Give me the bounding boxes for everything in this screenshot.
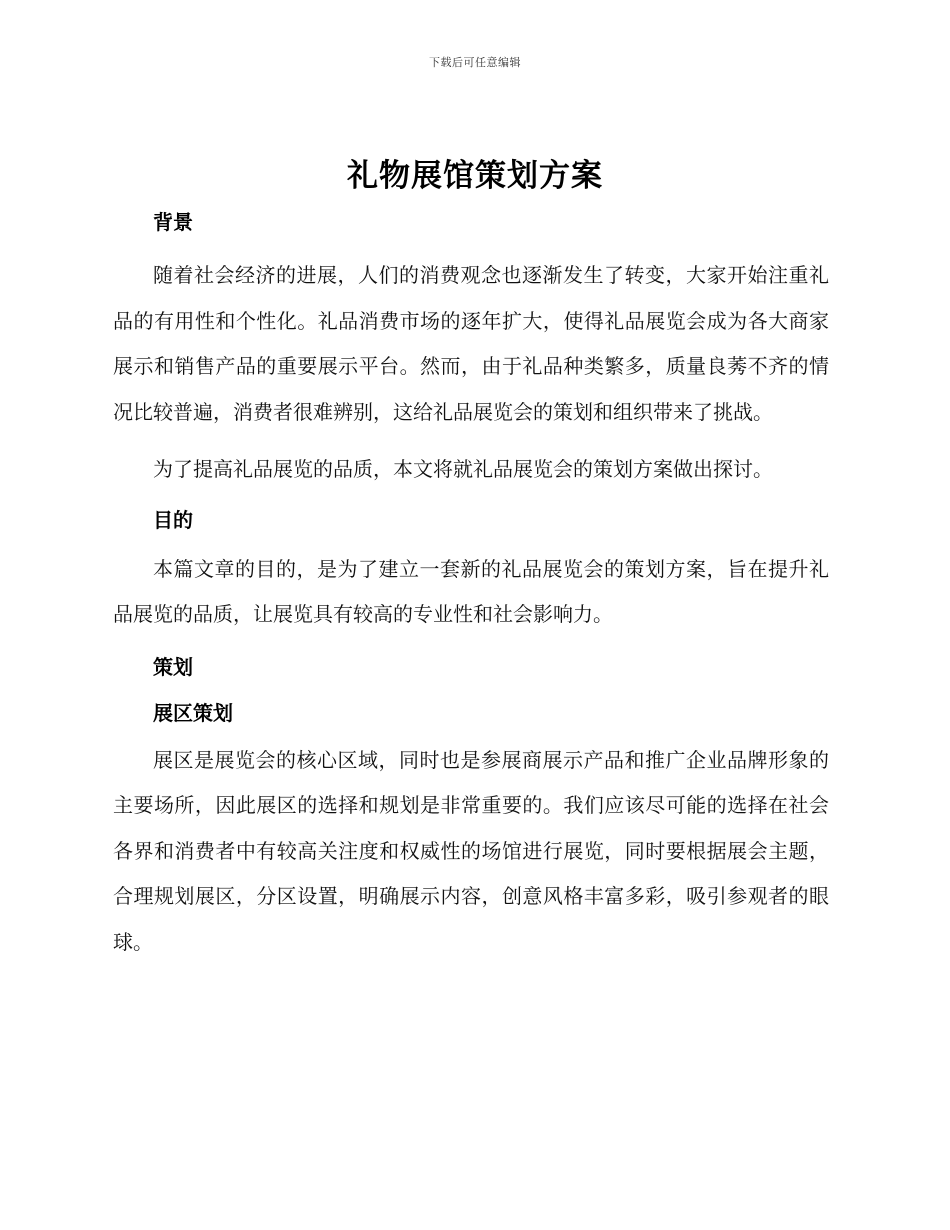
section-heading-purpose: 目的: [153, 507, 193, 532]
section-heading-background: 背景: [153, 210, 193, 234]
section-heading-planning: 策划: [153, 654, 193, 679]
paragraph-purpose-1: 本篇文章的目的，是为了建立一套新的礼品展览会的策划方案，旨在提升礼品展览的品质，让展览具有较高的专业性和社会影响力。: [113, 556, 829, 626]
paragraph-background-1: 随着社会经济的进展，人们的消费观念也逐渐发生了转变，大家开始注重礼品的有用性和个性化。礼品消费市场的逐年扩大，使得礼品展览会成为各大商家展示和销售产品的重要展示平台。然而，由于礼品种类繁多，质量良莠不齐的情况比较普遍，消费者很难辨别，这给礼品展览会的策划和组织带来了挑战。: [113, 263, 829, 424]
paragraph-background-2: 为了提高礼品展览的品质，本文将就礼品展览会的策划方案做出探讨。: [153, 457, 773, 481]
document-body: [113, 207, 829, 965]
header-note: 下载后可任意编辑: [429, 56, 521, 69]
section-heading-area-planning: 展区策划: [153, 700, 233, 725]
paragraph-area-planning-1: 展区是展览会的核心区域，同时也是参展商展示产品和推广企业品牌形象的主要场所，因此展区的选择和规划是非常重要的。我们应该尽可能的选择在社会各界和消费者中有较高关注度和权威性的场馆进行展览，同时要根据展会主题，合理规划展区，分区设置，明确展示内容，创意风格丰富多彩，吸引参观者的眼球。: [113, 747, 829, 954]
document-title: 礼物展馆策划方案: [347, 158, 603, 194]
